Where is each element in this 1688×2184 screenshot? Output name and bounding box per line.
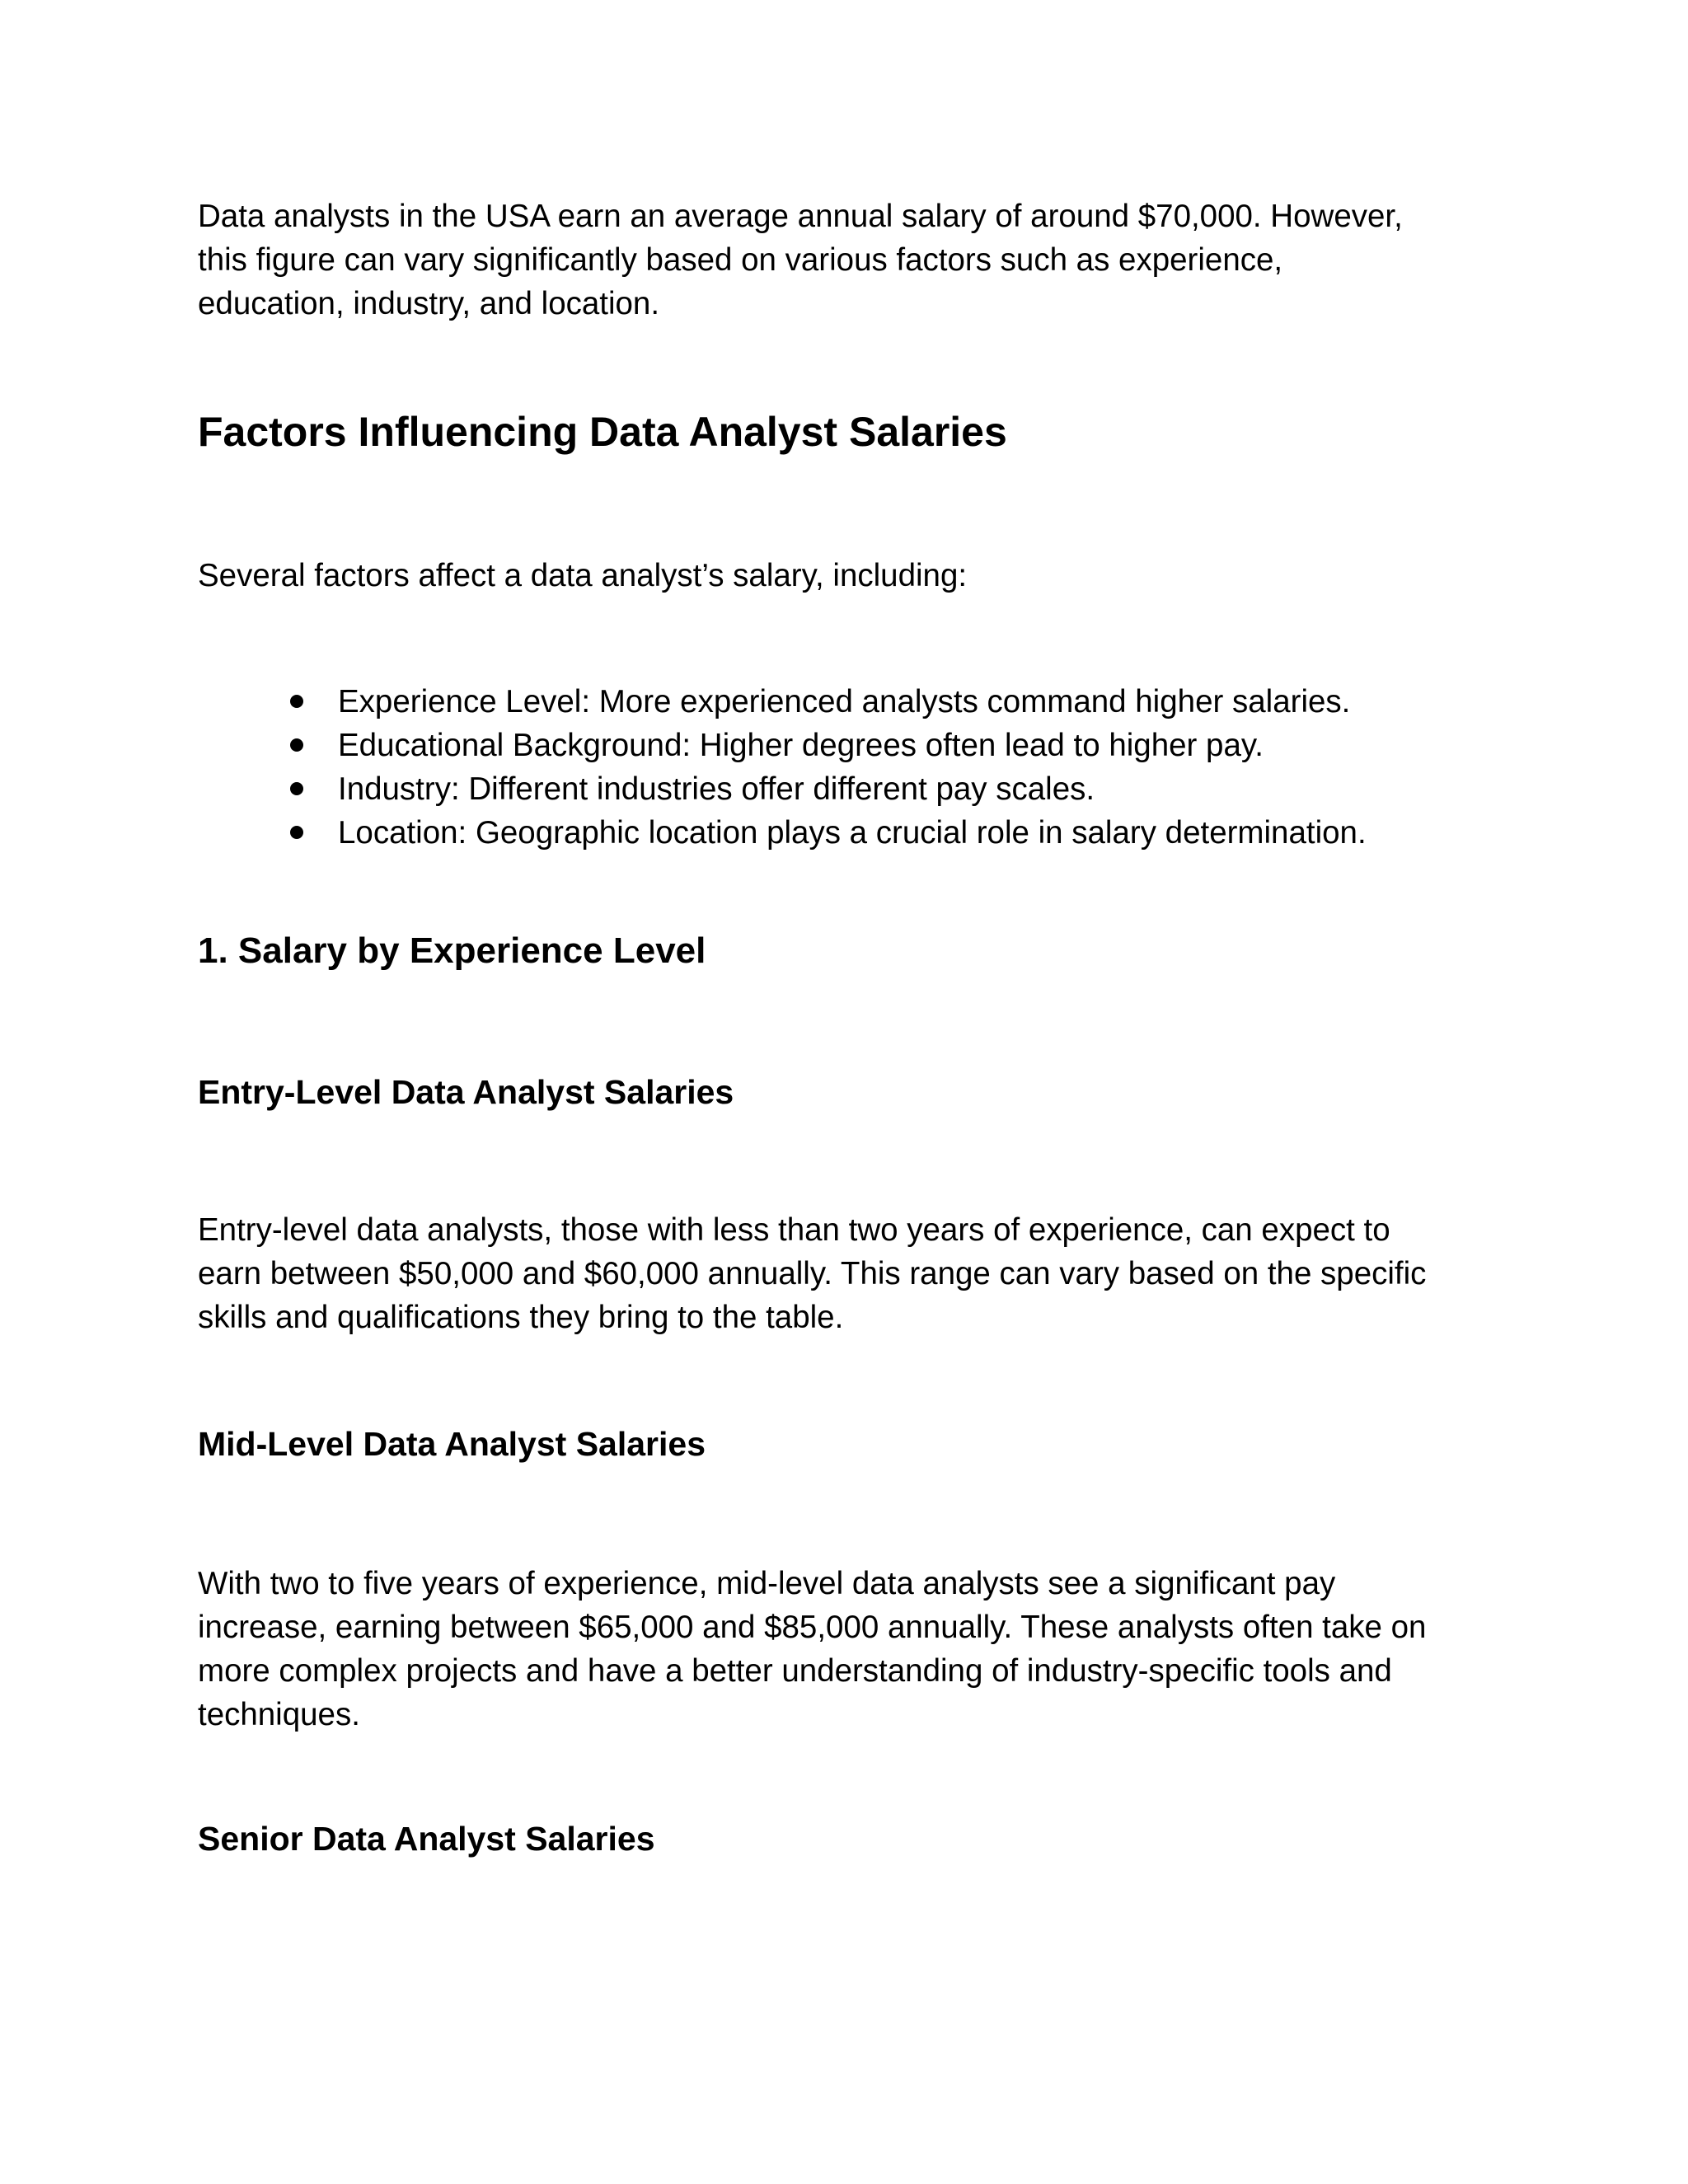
list-item-text: Educational Background: Higher degrees often lead to higher pay.: [338, 728, 1264, 763]
bullet-icon: [290, 782, 303, 795]
mid-level-heading: Mid-Level Data Analyst Salaries: [198, 1425, 706, 1463]
mid-line: more complex projects and have a better understanding of industry-specific tools and: [198, 1653, 1392, 1689]
entry-line: Entry-level data analysts, those with less than two years of experience, can expect to: [198, 1212, 1390, 1248]
bullet-icon: [290, 826, 303, 839]
mid-level-paragraph: [198, 1562, 1426, 1736]
bullet-icon: [290, 695, 303, 708]
factors-list: [198, 680, 1367, 855]
list-item: [198, 767, 1367, 811]
list-item: [198, 680, 1367, 724]
list-item-text: Industry: Different industries offer different pay scales.: [338, 771, 1095, 807]
list-item-text: Experience Level: More experienced analysts command higher salaries.: [338, 684, 1351, 719]
mid-line: increase, earning between $65,000 and $85,000 annually. These analysts often take on: [198, 1610, 1427, 1645]
entry-line: earn between $50,000 and $60,000 annually. This range can vary based on the specific: [198, 1256, 1427, 1291]
factors-heading: Factors Influencing Data Analyst Salaries: [198, 409, 1007, 455]
mid-line: With two to five years of experience, mid-level data analysts see a significant pay: [198, 1566, 1336, 1601]
intro-line: education, industry, and location.: [198, 286, 660, 321]
bullet-icon: [290, 738, 303, 752]
mid-line: techniques.: [198, 1697, 360, 1732]
intro-line: this figure can vary significantly based on various factors such as experience,: [198, 242, 1283, 278]
entry-level-paragraph: [198, 1208, 1426, 1339]
experience-heading: 1. Salary by Experience Level: [198, 930, 706, 971]
entry-line: skills and qualifications they bring to the table.: [198, 1300, 844, 1335]
entry-level-heading: Entry-Level Data Analyst Salaries: [198, 1073, 734, 1111]
intro-paragraph: [198, 194, 1403, 326]
list-item-text: Location: Geographic location plays a crucial role in salary determination.: [338, 815, 1367, 851]
intro-line: Data analysts in the USA earn an average annual salary of around $70,000. However,: [198, 199, 1403, 234]
list-item: [198, 724, 1367, 767]
factors-lead-paragraph: Several factors affect a data analyst’s salary, including:: [198, 558, 968, 593]
list-item: [198, 811, 1367, 855]
senior-level-heading: Senior Data Analyst Salaries: [198, 1820, 655, 1858]
